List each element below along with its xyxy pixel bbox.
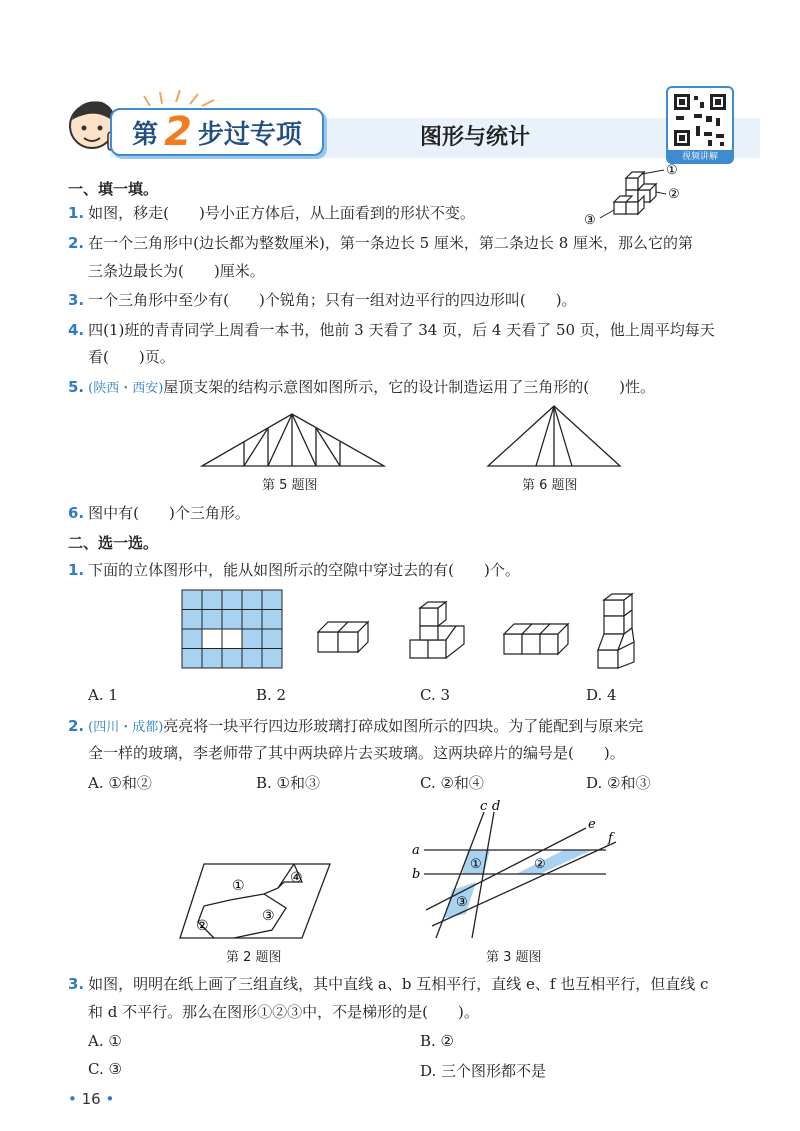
cube-label-3: ③ bbox=[584, 213, 596, 228]
page-number-value: 16 bbox=[81, 1090, 101, 1108]
question-2-1 bbox=[68, 560, 520, 580]
question-1-6 bbox=[68, 503, 250, 523]
gap-grid-figure bbox=[180, 588, 288, 670]
question-2-3 bbox=[68, 974, 708, 994]
question-number: 5. bbox=[68, 378, 85, 396]
question-1-3 bbox=[68, 290, 577, 310]
solid-shape-2 bbox=[404, 600, 468, 662]
line-label-c: c bbox=[480, 799, 488, 814]
cube-stack-figure bbox=[580, 160, 690, 232]
question-text: 四(1)班的青青同学上周看一本书，他前 3 天看了 34 页，后 4 天看了 50 页，他上周平均每天 bbox=[88, 321, 715, 339]
option-b[interactable]: B. ② bbox=[420, 1032, 455, 1050]
piece-1: ① bbox=[232, 878, 245, 894]
option-a[interactable]: A. ① bbox=[88, 1032, 122, 1050]
badge-suffix: 步过专项 bbox=[197, 119, 302, 150]
badge-prefix: 第 bbox=[132, 119, 159, 150]
piece-4: ④ bbox=[290, 870, 303, 886]
line-label-e: e bbox=[588, 817, 596, 832]
section-choice-title: 二、选一选。 bbox=[68, 534, 159, 552]
solid-shape-1 bbox=[312, 606, 376, 656]
option-c[interactable]: C. ③ bbox=[88, 1060, 122, 1078]
question-number: 6. bbox=[68, 504, 85, 522]
question-number: 1. bbox=[68, 204, 85, 222]
region-2: ② bbox=[534, 857, 546, 872]
question-text: 在一个三角形中(边长都为整数厘米)，第一条边长 5 厘米，第二条边长 8 厘米，那么它的第 bbox=[88, 234, 694, 252]
option-c[interactable]: C. 3 bbox=[420, 686, 451, 704]
sun-rays-icon bbox=[140, 86, 220, 108]
question-number: 3. bbox=[68, 975, 85, 993]
cube-label-2: ② bbox=[668, 187, 680, 202]
question-number: 2. bbox=[68, 234, 85, 252]
qr-code-icon bbox=[668, 88, 732, 152]
question-2-2-cont: 全一样的玻璃，李老师带了其中两块碎片去买玻璃。这两块碎片的编号是( )。 bbox=[88, 744, 625, 762]
figure-2-caption: 第 2 题图 bbox=[226, 950, 282, 965]
bullet-icon: • bbox=[68, 1090, 77, 1108]
bullet-icon: • bbox=[105, 1090, 115, 1108]
question-text: 图中有( )个三角形。 bbox=[88, 504, 250, 522]
option-d[interactable]: D. ②和③ bbox=[586, 774, 651, 792]
line-label-a: a bbox=[412, 843, 420, 858]
question-text: 如图，明明在纸上画了三组直线，其中直线 a、b 互相平行，直线 e、f 也互相平行，但直线 c bbox=[88, 975, 709, 993]
question-1-5 bbox=[68, 377, 655, 399]
question-text: 亮亮将一块平行四边形玻璃打碎成如图所示的四块。为了能配到与原来完 bbox=[163, 717, 644, 735]
roof-truss-figure bbox=[198, 408, 388, 470]
piece-3: ③ bbox=[262, 908, 275, 924]
question-text: 如图，移走( )号小正方体后，从上面看到的形状不变。 bbox=[88, 204, 475, 222]
piece-2: ② bbox=[196, 918, 209, 934]
page-number bbox=[68, 1090, 114, 1108]
question-number: 4. bbox=[68, 321, 85, 339]
question-text: 屋顶支架的结构示意图如图所示，它的设计制造运用了三角形的( )性。 bbox=[163, 378, 656, 396]
question-source: (四川・成都) bbox=[88, 720, 164, 735]
question-1-4-cont: 看( )页。 bbox=[88, 348, 175, 366]
option-b[interactable]: B. ①和③ bbox=[256, 774, 321, 792]
figure-3-caption: 第 3 题图 bbox=[486, 950, 542, 965]
broken-glass-figure bbox=[176, 858, 336, 942]
page-title: 图形与统计 bbox=[420, 125, 531, 150]
line-label-d: d bbox=[492, 799, 501, 814]
section-fill-in-title: 一、填一填。 bbox=[68, 180, 159, 198]
parallel-lines-figure bbox=[406, 798, 628, 944]
solid-shape-4 bbox=[594, 592, 642, 672]
option-c[interactable]: C. ②和④ bbox=[420, 774, 484, 792]
question-number: 2. bbox=[68, 717, 85, 735]
region-3: ③ bbox=[456, 895, 468, 910]
question-number: 1. bbox=[68, 561, 85, 579]
question-2-2 bbox=[68, 716, 643, 738]
badge-number: 2 bbox=[164, 109, 192, 155]
question-1-2 bbox=[68, 233, 693, 253]
question-number: 3. bbox=[68, 291, 85, 309]
qr-code[interactable] bbox=[666, 86, 734, 154]
question-1-4 bbox=[68, 320, 715, 340]
question-text: 一个三角形中至少有( )个锐角；只有一组对边平行的四边形叫( )。 bbox=[88, 291, 577, 309]
qr-label: 视频讲解 bbox=[666, 150, 734, 164]
region-1: ① bbox=[470, 857, 482, 872]
line-label-b: b bbox=[412, 867, 421, 882]
option-d[interactable]: D. 4 bbox=[586, 686, 617, 704]
question-1-1 bbox=[68, 203, 475, 223]
section-badge bbox=[110, 108, 324, 156]
line-label-f: f bbox=[608, 831, 613, 846]
question-source: (陕西・西安) bbox=[88, 381, 164, 396]
triangle-count-figure bbox=[484, 402, 624, 470]
solid-shape-3 bbox=[500, 604, 572, 658]
option-a[interactable]: A. ①和② bbox=[88, 774, 152, 792]
question-1-2-cont: 三条边最长为( )厘米。 bbox=[88, 262, 265, 280]
option-a[interactable]: A. 1 bbox=[88, 686, 118, 704]
question-text: 下面的立体图形中，能从如图所示的空隙中穿过去的有( )个。 bbox=[88, 561, 520, 579]
cube-label-1: ① bbox=[666, 163, 678, 178]
option-b[interactable]: B. 2 bbox=[256, 686, 287, 704]
figure-5-caption: 第 5 题图 bbox=[262, 478, 318, 493]
question-2-3-cont: 和 d 不平行。那么在图形①②③中，不是梯形的是( )。 bbox=[88, 1003, 479, 1021]
option-d[interactable]: D. 三个图形都不是 bbox=[420, 1062, 547, 1080]
figure-6-caption: 第 6 题图 bbox=[522, 478, 578, 493]
